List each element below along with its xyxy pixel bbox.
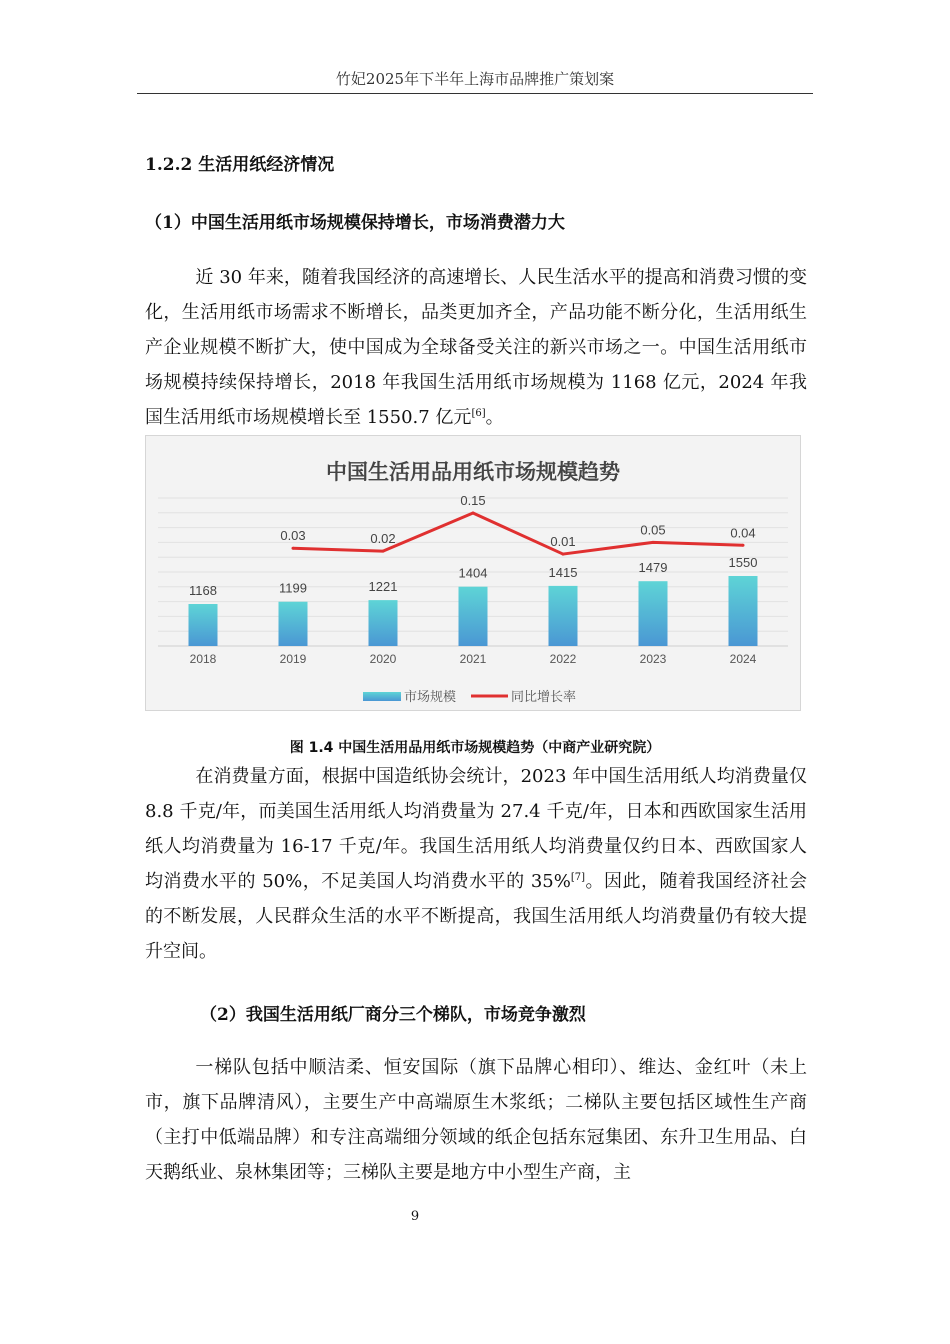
citation-6: [6] [471,408,486,419]
bar-2018 [189,604,218,646]
x-tick-2022: 2022 [549,652,577,666]
paragraph-2-text: 在消费量方面，根据中国造纸协会统计，2023 年中国生活用纸人均消费量仅 8.8 千克/年，而美国生活用纸人均消费量为 27.4 千克/年，日本和西欧国家生活用纸人均消费量为 16-17 千克/年。我国生活用纸人均消费量仅约日本、西欧国家人均消费水平的 50%，不足美国人均消费水平的 35% [145,766,807,892]
legend-bar-label: 市场规模 [404,689,457,704]
line-label-2021: 0.15 [460,493,486,509]
market-size-chart [146,436,800,710]
bar-2021 [459,587,488,646]
paragraph-2 [145,759,807,969]
bar-label-2020: 1221 [368,579,398,595]
paragraph-1-text: 近 30 年来，随着我国经济的高速增长、人民生活水平的提高和消费习惯的变化，生活用纸市场需求不断增长，品类更加齐全，产品功能不断分化，生活用纸生产企业规模不断扩大，使中国成为全球备受关注的新兴市场之一。中国生活用纸市场规模持续保持增长，2018 年我国生活用纸市场规模为 1168 亿元，2024 年我国生活用纸市场规模增长至 1550.7 亿元 [145,267,807,428]
section-title: 1.2.2 生活用纸经济情况 [145,155,335,175]
bar-2019 [279,602,308,646]
growth-rate-line [293,513,743,554]
x-tick-2019: 2019 [279,652,307,666]
line-label-2020: 0.02 [370,531,396,547]
x-tick-2018: 2018 [189,652,217,666]
paragraph-1-end: 。 [485,407,504,428]
line-label-2022: 0.01 [550,534,576,550]
x-tick-2021: 2021 [459,652,487,666]
bar-2024 [729,576,758,646]
x-tick-2023: 2023 [639,652,667,666]
citation-7: [7] [570,872,586,883]
chart-title: 中国生活用品用纸市场规模趋势 [326,461,620,484]
bar-2023 [639,581,668,646]
page-header: 竹妃2025年下半年上海市品牌推广策划案 [137,68,813,94]
subsection-title-2: （2）我国生活用纸厂商分三个梯队，市场竞争激烈 [200,1005,586,1025]
line-label-2023: 0.05 [640,522,666,538]
page-number: 9 [410,1209,420,1224]
paragraph-2-end: 。因此，随着我国经济社会的不断发展，人民群众生活的水平不断提高，我国生活用纸人均消费量仍有较大提升空间。 [145,871,807,962]
line-label-2019: 0.03 [280,528,306,544]
bar-label-2019: 1199 [279,580,307,596]
x-tick-2024: 2024 [729,652,757,666]
bar-label-2022: 1415 [548,564,578,580]
paragraph-3: 一梯队包括中顺洁柔、恒安国际（旗下品牌心相印）、维达、金红叶（未上市，旗下品牌清风），主要生产中高端原生木浆纸；二梯队主要包括区域性生产商（主打中低端品牌）和专注高端细分领域的纸企包括东冠集团、东升卫生用品、白天鹅纸业、泉林集团等；三梯队主要是地方中小型生产商，主 [145,1057,807,1183]
bar-label-2023: 1479 [638,560,668,576]
legend-bar-swatch [363,692,401,701]
chart-container [145,435,801,711]
figure-caption: 图 1.4 中国生活用品用纸市场规模趋势（中商产业研究院） [289,740,661,756]
legend-line-label: 同比增长率 [511,689,577,704]
paragraph-1 [145,260,807,435]
subsection-title-1: （1）中国生活用纸市场规模保持增长，市场消费潜力大 [145,213,565,233]
bar-2022 [549,586,578,646]
bar-2020 [369,600,398,646]
bar-label-2021: 1404 [458,565,488,581]
bar-label-2024: 1550 [728,554,758,570]
x-tick-2020: 2020 [369,652,397,666]
bar-label-2018: 1168 [189,582,217,598]
line-label-2024: 0.04 [730,525,756,541]
